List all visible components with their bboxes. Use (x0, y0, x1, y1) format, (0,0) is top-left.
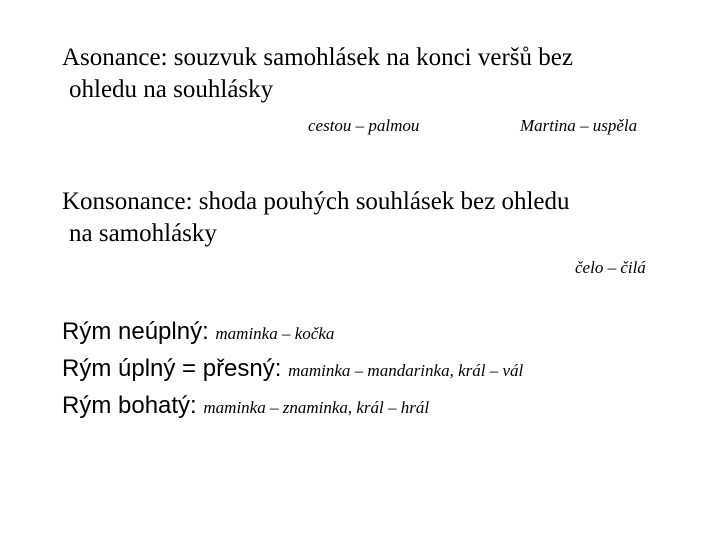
asonance-definition (62, 42, 662, 106)
asonance-line-2: ohledu na souhlásky (69, 76, 274, 103)
asonance-line-1: Asonance: souzvuk samohlásek na konci veršů bez (62, 44, 573, 71)
konsonance-line-2: na samohlásky (69, 220, 217, 247)
asonance-example-right: Martina – uspěla (520, 116, 638, 135)
rhyme-examples: maminka – mandarinka, král – vál (288, 361, 524, 380)
rhyme-examples: maminka – kočka (215, 324, 335, 343)
rhyme-incomplete (62, 314, 523, 351)
rhyme-examples: maminka – znaminka, král – hrál (203, 398, 430, 417)
rhyme-label: Rým neúplný: (62, 318, 209, 345)
rhyme-label: Rým bohatý: (62, 392, 197, 419)
konsonance-line-1: Konsonance: shoda pouhých souhlásek bez ohledu (62, 188, 570, 215)
rhyme-list (62, 314, 523, 425)
rhyme-rich (62, 388, 523, 425)
rhyme-complete (62, 351, 523, 388)
konsonance-definition (62, 186, 662, 250)
asonance-example-left: cestou – palmou (308, 116, 420, 135)
rhyme-label: Rým úplný = přesný: (62, 355, 282, 382)
konsonance-example: čelo – čilá (575, 258, 646, 277)
